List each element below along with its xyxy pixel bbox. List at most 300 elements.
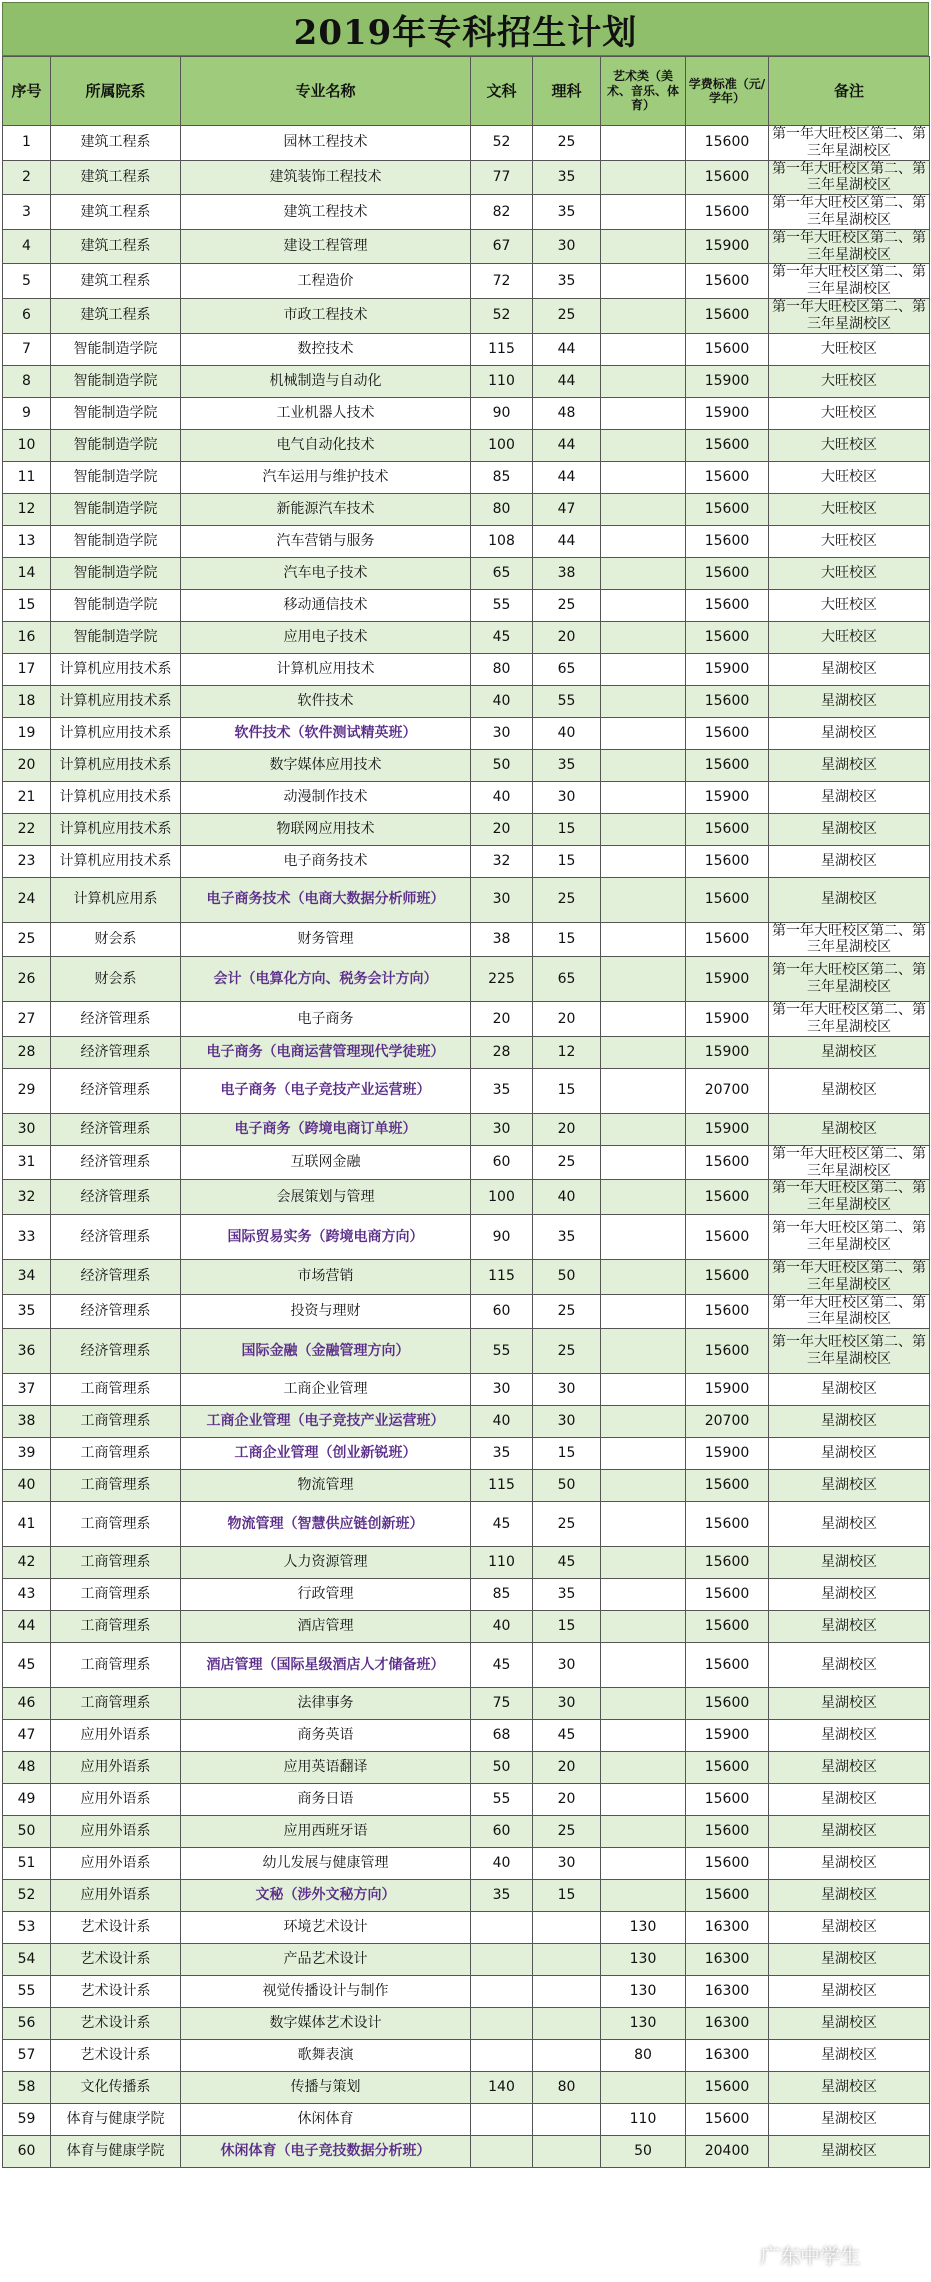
cell-art bbox=[601, 1579, 686, 1611]
cell-idx: 22 bbox=[3, 813, 51, 845]
cell-note: 星湖校区 bbox=[769, 1406, 930, 1438]
cell-fee: 15900 bbox=[686, 781, 769, 813]
cell-dept: 智能制造学院 bbox=[51, 557, 181, 589]
cell-dept: 建筑工程系 bbox=[51, 229, 181, 264]
cell-art bbox=[601, 1214, 686, 1259]
cell-li: 40 bbox=[533, 1180, 601, 1215]
cell-li: 38 bbox=[533, 557, 601, 589]
cell-fee: 15600 bbox=[686, 1294, 769, 1329]
cell-li: 44 bbox=[533, 461, 601, 493]
table-row bbox=[3, 397, 930, 429]
cell-dept: 计算机应用技术系 bbox=[51, 781, 181, 813]
cell-dept: 工商管理系 bbox=[51, 1438, 181, 1470]
cell-dept: 计算机应用系 bbox=[51, 877, 181, 922]
cell-major: 视觉传播设计与制作 bbox=[181, 1976, 471, 2008]
table-row bbox=[3, 229, 930, 264]
cell-note: 第一年大旺校区第二、第三年星湖校区 bbox=[769, 1329, 930, 1374]
cell-major: 幼儿发展与健康管理 bbox=[181, 1848, 471, 1880]
cell-li bbox=[533, 2008, 601, 2040]
cell-dept: 计算机应用技术系 bbox=[51, 685, 181, 717]
table-row bbox=[3, 298, 930, 333]
cell-art bbox=[601, 1752, 686, 1784]
cell-dept: 智能制造学院 bbox=[51, 461, 181, 493]
cell-idx: 21 bbox=[3, 781, 51, 813]
cell-idx: 18 bbox=[3, 685, 51, 717]
cell-note: 大旺校区 bbox=[769, 557, 930, 589]
cell-fee: 15900 bbox=[686, 1002, 769, 1037]
cell-li: 20 bbox=[533, 1002, 601, 1037]
cell-li bbox=[533, 1976, 601, 2008]
cell-wen: 115 bbox=[471, 1259, 533, 1294]
cell-li: 35 bbox=[533, 749, 601, 781]
cell-fee: 15600 bbox=[686, 1611, 769, 1643]
cell-wen: 52 bbox=[471, 298, 533, 333]
cell-idx: 26 bbox=[3, 957, 51, 1002]
table-row bbox=[3, 1643, 930, 1688]
cell-major: 市场营销 bbox=[181, 1259, 471, 1294]
cell-idx: 1 bbox=[3, 126, 51, 161]
cell-major: 数控技术 bbox=[181, 333, 471, 365]
cell-art: 110 bbox=[601, 2104, 686, 2136]
table-row bbox=[3, 685, 930, 717]
cell-art bbox=[601, 1145, 686, 1180]
cell-li: 44 bbox=[533, 429, 601, 461]
cell-art bbox=[601, 397, 686, 429]
cell-wen: 82 bbox=[471, 195, 533, 230]
cell-li: 15 bbox=[533, 1438, 601, 1470]
cell-idx: 48 bbox=[3, 1752, 51, 1784]
cell-idx: 29 bbox=[3, 1068, 51, 1113]
cell-wen: 30 bbox=[471, 1374, 533, 1406]
cell-art bbox=[601, 229, 686, 264]
cell-li: 35 bbox=[533, 195, 601, 230]
cell-wen: 40 bbox=[471, 1406, 533, 1438]
cell-note: 星湖校区 bbox=[769, 1912, 930, 1944]
cell-idx: 51 bbox=[3, 1848, 51, 1880]
cell-fee: 15900 bbox=[686, 1720, 769, 1752]
watermark-text: 广东中学生 bbox=[760, 2244, 860, 2268]
cell-dept: 智能制造学院 bbox=[51, 493, 181, 525]
cell-art bbox=[601, 1068, 686, 1113]
cell-wen bbox=[471, 2136, 533, 2168]
cell-note: 星湖校区 bbox=[769, 1784, 930, 1816]
cell-wen: 60 bbox=[471, 1816, 533, 1848]
cell-note: 星湖校区 bbox=[769, 1068, 930, 1113]
cell-dept: 体育与健康学院 bbox=[51, 2104, 181, 2136]
cell-fee: 15600 bbox=[686, 1643, 769, 1688]
cell-li bbox=[533, 1944, 601, 1976]
cell-note: 星湖校区 bbox=[769, 1036, 930, 1068]
cell-li: 20 bbox=[533, 1113, 601, 1145]
cell-dept: 工商管理系 bbox=[51, 1611, 181, 1643]
cell-li: 45 bbox=[533, 1720, 601, 1752]
cell-idx: 35 bbox=[3, 1294, 51, 1329]
cell-major: 汽车运用与维护技术 bbox=[181, 461, 471, 493]
cell-idx: 53 bbox=[3, 1912, 51, 1944]
table-row bbox=[3, 333, 930, 365]
table-row bbox=[3, 1848, 930, 1880]
cell-fee: 16300 bbox=[686, 2008, 769, 2040]
cell-dept: 工商管理系 bbox=[51, 1502, 181, 1547]
table-title-bar bbox=[2, 2, 929, 56]
table-row bbox=[3, 429, 930, 461]
cell-note: 第一年大旺校区第二、第三年星湖校区 bbox=[769, 126, 930, 161]
cell-art: 50 bbox=[601, 2136, 686, 2168]
cell-major: 动漫制作技术 bbox=[181, 781, 471, 813]
cell-wen bbox=[471, 1944, 533, 1976]
cell-wen: 108 bbox=[471, 525, 533, 557]
cell-art: 130 bbox=[601, 1944, 686, 1976]
cell-idx: 45 bbox=[3, 1643, 51, 1688]
cell-idx: 44 bbox=[3, 1611, 51, 1643]
cell-wen: 80 bbox=[471, 653, 533, 685]
cell-art bbox=[601, 298, 686, 333]
table-row bbox=[3, 2072, 930, 2104]
cell-note: 星湖校区 bbox=[769, 749, 930, 781]
table-row bbox=[3, 1002, 930, 1037]
table-row bbox=[3, 1912, 930, 1944]
cell-li: 25 bbox=[533, 1816, 601, 1848]
cell-fee: 16300 bbox=[686, 1976, 769, 2008]
cell-art bbox=[601, 525, 686, 557]
cell-dept: 工商管理系 bbox=[51, 1547, 181, 1579]
cell-art bbox=[601, 1036, 686, 1068]
cell-wen: 45 bbox=[471, 1502, 533, 1547]
cell-fee: 15900 bbox=[686, 1113, 769, 1145]
cell-wen: 20 bbox=[471, 813, 533, 845]
cell-fee: 15600 bbox=[686, 717, 769, 749]
cell-wen: 40 bbox=[471, 1848, 533, 1880]
cell-fee: 15600 bbox=[686, 1180, 769, 1215]
table-row bbox=[3, 557, 930, 589]
cell-dept: 财会系 bbox=[51, 922, 181, 957]
cell-major: 园林工程技术 bbox=[181, 126, 471, 161]
cell-wen: 50 bbox=[471, 1752, 533, 1784]
cell-note: 第一年大旺校区第二、第三年星湖校区 bbox=[769, 1145, 930, 1180]
cell-note: 大旺校区 bbox=[769, 333, 930, 365]
cell-dept: 经济管理系 bbox=[51, 1068, 181, 1113]
cell-major: 财务管理 bbox=[181, 922, 471, 957]
cell-dept: 计算机应用技术系 bbox=[51, 749, 181, 781]
cell-idx: 41 bbox=[3, 1502, 51, 1547]
cell-note: 星湖校区 bbox=[769, 781, 930, 813]
cell-fee: 15600 bbox=[686, 429, 769, 461]
cell-fee: 15600 bbox=[686, 1145, 769, 1180]
header-wen: 文科 bbox=[471, 57, 533, 126]
cell-fee: 15600 bbox=[686, 1259, 769, 1294]
cell-li: 35 bbox=[533, 1214, 601, 1259]
cell-note: 星湖校区 bbox=[769, 1374, 930, 1406]
cell-idx: 33 bbox=[3, 1214, 51, 1259]
cell-art bbox=[601, 781, 686, 813]
cell-art bbox=[601, 1784, 686, 1816]
cell-art bbox=[601, 1259, 686, 1294]
cell-dept: 工商管理系 bbox=[51, 1643, 181, 1688]
cell-note: 第一年大旺校区第二、第三年星湖校区 bbox=[769, 957, 930, 1002]
cell-idx: 19 bbox=[3, 717, 51, 749]
cell-major: 汽车营销与服务 bbox=[181, 525, 471, 557]
cell-art bbox=[601, 653, 686, 685]
cell-fee: 15600 bbox=[686, 1470, 769, 1502]
cell-idx: 50 bbox=[3, 1816, 51, 1848]
cell-wen: 20 bbox=[471, 1002, 533, 1037]
cell-li: 30 bbox=[533, 781, 601, 813]
cell-fee: 15900 bbox=[686, 653, 769, 685]
cell-wen: 65 bbox=[471, 557, 533, 589]
table-row bbox=[3, 957, 930, 1002]
cell-art bbox=[601, 1438, 686, 1470]
cell-note: 第一年大旺校区第二、第三年星湖校区 bbox=[769, 298, 930, 333]
cell-idx: 5 bbox=[3, 264, 51, 299]
cell-art: 130 bbox=[601, 1912, 686, 1944]
cell-idx: 28 bbox=[3, 1036, 51, 1068]
cell-idx: 8 bbox=[3, 365, 51, 397]
cell-fee: 15900 bbox=[686, 957, 769, 1002]
cell-fee: 15600 bbox=[686, 264, 769, 299]
cell-li: 44 bbox=[533, 365, 601, 397]
cell-art bbox=[601, 749, 686, 781]
cell-li: 15 bbox=[533, 845, 601, 877]
cell-dept: 建筑工程系 bbox=[51, 264, 181, 299]
cell-wen: 115 bbox=[471, 333, 533, 365]
cell-dept: 经济管理系 bbox=[51, 1259, 181, 1294]
cell-dept: 智能制造学院 bbox=[51, 589, 181, 621]
cell-major: 互联网金融 bbox=[181, 1145, 471, 1180]
cell-li bbox=[533, 2136, 601, 2168]
cell-idx: 7 bbox=[3, 333, 51, 365]
cell-note: 星湖校区 bbox=[769, 653, 930, 685]
cell-wen: 45 bbox=[471, 1643, 533, 1688]
cell-major: 物流管理 bbox=[181, 1470, 471, 1502]
cell-art bbox=[601, 922, 686, 957]
cell-wen: 67 bbox=[471, 229, 533, 264]
cell-li: 20 bbox=[533, 1752, 601, 1784]
cell-major: 工程造价 bbox=[181, 264, 471, 299]
table-row bbox=[3, 1329, 930, 1374]
cell-wen: 38 bbox=[471, 922, 533, 957]
cell-li: 12 bbox=[533, 1036, 601, 1068]
cell-wen: 72 bbox=[471, 264, 533, 299]
cell-note: 星湖校区 bbox=[769, 813, 930, 845]
cell-dept: 智能制造学院 bbox=[51, 365, 181, 397]
cell-dept: 经济管理系 bbox=[51, 1145, 181, 1180]
cell-idx: 25 bbox=[3, 922, 51, 957]
cell-major: 商务英语 bbox=[181, 1720, 471, 1752]
cell-dept: 经济管理系 bbox=[51, 1294, 181, 1329]
cell-fee: 16300 bbox=[686, 2040, 769, 2072]
cell-art bbox=[601, 557, 686, 589]
cell-fee: 15600 bbox=[686, 195, 769, 230]
cell-idx: 60 bbox=[3, 2136, 51, 2168]
cell-fee: 15600 bbox=[686, 685, 769, 717]
table-row bbox=[3, 1259, 930, 1294]
cell-major: 传播与策划 bbox=[181, 2072, 471, 2104]
table-row bbox=[3, 589, 930, 621]
cell-art bbox=[601, 1113, 686, 1145]
cell-wen: 35 bbox=[471, 1438, 533, 1470]
cell-li: 15 bbox=[533, 922, 601, 957]
header-art: 艺术类（美术、音乐、体育） bbox=[601, 57, 686, 126]
cell-fee: 15600 bbox=[686, 1329, 769, 1374]
cell-wen: 55 bbox=[471, 1329, 533, 1374]
cell-li: 15 bbox=[533, 1880, 601, 1912]
cell-art bbox=[601, 1374, 686, 1406]
table-row bbox=[3, 1880, 930, 1912]
cell-note: 星湖校区 bbox=[769, 1611, 930, 1643]
cell-note: 星湖校区 bbox=[769, 1502, 930, 1547]
table-row bbox=[3, 1547, 930, 1579]
cell-wen: 35 bbox=[471, 1880, 533, 1912]
cell-dept: 应用外语系 bbox=[51, 1720, 181, 1752]
table-row bbox=[3, 1579, 930, 1611]
cell-note: 星湖校区 bbox=[769, 845, 930, 877]
cell-li: 30 bbox=[533, 1643, 601, 1688]
table-row bbox=[3, 1036, 930, 1068]
cell-major: 建筑工程技术 bbox=[181, 195, 471, 230]
cell-dept: 财会系 bbox=[51, 957, 181, 1002]
cell-li: 25 bbox=[533, 589, 601, 621]
cell-idx: 12 bbox=[3, 493, 51, 525]
cell-li: 35 bbox=[533, 264, 601, 299]
cell-art bbox=[601, 1611, 686, 1643]
cell-li bbox=[533, 1912, 601, 1944]
cell-art bbox=[601, 1547, 686, 1579]
cell-art bbox=[601, 1643, 686, 1688]
cell-idx: 52 bbox=[3, 1880, 51, 1912]
cell-major: 休闲体育（电子竞技数据分析班） bbox=[181, 2136, 471, 2168]
cell-note: 第一年大旺校区第二、第三年星湖校区 bbox=[769, 1180, 930, 1215]
cell-idx: 11 bbox=[3, 461, 51, 493]
cell-note: 大旺校区 bbox=[769, 429, 930, 461]
cell-major: 酒店管理（国际星级酒店人才储备班） bbox=[181, 1643, 471, 1688]
cell-li: 25 bbox=[533, 298, 601, 333]
cell-idx: 40 bbox=[3, 1470, 51, 1502]
cell-art bbox=[601, 621, 686, 653]
cell-note: 第一年大旺校区第二、第三年星湖校区 bbox=[769, 195, 930, 230]
cell-wen: 225 bbox=[471, 957, 533, 1002]
cell-art bbox=[601, 1329, 686, 1374]
cell-major: 休闲体育 bbox=[181, 2104, 471, 2136]
cell-wen: 60 bbox=[471, 1145, 533, 1180]
cell-fee: 15600 bbox=[686, 333, 769, 365]
cell-major: 电子商务技术（电商大数据分析师班） bbox=[181, 877, 471, 922]
cell-major: 电子商务技术 bbox=[181, 845, 471, 877]
enrollment-plan-table bbox=[2, 56, 930, 2168]
cell-dept: 应用外语系 bbox=[51, 1784, 181, 1816]
cell-art bbox=[601, 1002, 686, 1037]
table-body bbox=[3, 126, 930, 2168]
cell-art bbox=[601, 365, 686, 397]
table-row bbox=[3, 877, 930, 922]
cell-major: 移动通信技术 bbox=[181, 589, 471, 621]
cell-wen: 28 bbox=[471, 1036, 533, 1068]
cell-wen: 55 bbox=[471, 1784, 533, 1816]
cell-fee: 15600 bbox=[686, 1214, 769, 1259]
cell-dept: 建筑工程系 bbox=[51, 298, 181, 333]
cell-dept: 应用外语系 bbox=[51, 1880, 181, 1912]
cell-wen: 85 bbox=[471, 461, 533, 493]
cell-note: 星湖校区 bbox=[769, 1547, 930, 1579]
cell-fee: 15600 bbox=[686, 922, 769, 957]
table-row bbox=[3, 1438, 930, 1470]
cell-major: 产品艺术设计 bbox=[181, 1944, 471, 1976]
cell-idx: 38 bbox=[3, 1406, 51, 1438]
cell-major: 市政工程技术 bbox=[181, 298, 471, 333]
cell-li: 55 bbox=[533, 685, 601, 717]
cell-wen: 100 bbox=[471, 1180, 533, 1215]
cell-major: 软件技术（软件测试精英班） bbox=[181, 717, 471, 749]
cell-li: 65 bbox=[533, 653, 601, 685]
header-fee: 学费标准（元/学年） bbox=[686, 57, 769, 126]
cell-wen: 100 bbox=[471, 429, 533, 461]
cell-dept: 经济管理系 bbox=[51, 1180, 181, 1215]
cell-dept: 智能制造学院 bbox=[51, 525, 181, 557]
cell-art bbox=[601, 1816, 686, 1848]
cell-dept: 文化传播系 bbox=[51, 2072, 181, 2104]
cell-dept: 计算机应用技术系 bbox=[51, 717, 181, 749]
cell-art: 130 bbox=[601, 1976, 686, 2008]
header-row bbox=[3, 57, 930, 126]
page-title: 2019年专科招生计划 bbox=[293, 12, 638, 53]
cell-wen: 75 bbox=[471, 1688, 533, 1720]
cell-fee: 15600 bbox=[686, 1848, 769, 1880]
cell-note: 第一年大旺校区第二、第三年星湖校区 bbox=[769, 922, 930, 957]
cell-wen: 110 bbox=[471, 1547, 533, 1579]
table-row bbox=[3, 2136, 930, 2168]
cell-dept: 建筑工程系 bbox=[51, 195, 181, 230]
cell-li: 50 bbox=[533, 1259, 601, 1294]
cell-dept: 艺术设计系 bbox=[51, 2040, 181, 2072]
cell-wen: 60 bbox=[471, 1294, 533, 1329]
cell-note: 大旺校区 bbox=[769, 525, 930, 557]
cell-dept: 智能制造学院 bbox=[51, 621, 181, 653]
table-row bbox=[3, 1720, 930, 1752]
cell-art bbox=[601, 429, 686, 461]
cell-idx: 59 bbox=[3, 2104, 51, 2136]
cell-fee: 15900 bbox=[686, 365, 769, 397]
cell-dept: 建筑工程系 bbox=[51, 160, 181, 195]
cell-wen: 30 bbox=[471, 1113, 533, 1145]
cell-idx: 36 bbox=[3, 1329, 51, 1374]
cell-art: 80 bbox=[601, 2040, 686, 2072]
cell-dept: 应用外语系 bbox=[51, 1848, 181, 1880]
cell-note: 星湖校区 bbox=[769, 1643, 930, 1688]
cell-idx: 43 bbox=[3, 1579, 51, 1611]
cell-wen: 77 bbox=[471, 160, 533, 195]
table-row bbox=[3, 1113, 930, 1145]
cell-idx: 3 bbox=[3, 195, 51, 230]
table-row bbox=[3, 365, 930, 397]
cell-idx: 47 bbox=[3, 1720, 51, 1752]
cell-art bbox=[601, 1294, 686, 1329]
cell-major: 计算机应用技术 bbox=[181, 653, 471, 685]
cell-major: 投资与理财 bbox=[181, 1294, 471, 1329]
cell-fee: 15900 bbox=[686, 1438, 769, 1470]
table-row bbox=[3, 1976, 930, 2008]
cell-dept: 计算机应用技术系 bbox=[51, 653, 181, 685]
cell-wen: 32 bbox=[471, 845, 533, 877]
cell-idx: 30 bbox=[3, 1113, 51, 1145]
cell-note: 星湖校区 bbox=[769, 877, 930, 922]
cell-art bbox=[601, 1502, 686, 1547]
cell-wen: 90 bbox=[471, 1214, 533, 1259]
cell-wen: 115 bbox=[471, 1470, 533, 1502]
cell-art bbox=[601, 845, 686, 877]
cell-dept: 体育与健康学院 bbox=[51, 2136, 181, 2168]
cell-dept: 经济管理系 bbox=[51, 1036, 181, 1068]
cell-note: 星湖校区 bbox=[769, 2008, 930, 2040]
cell-dept: 计算机应用技术系 bbox=[51, 845, 181, 877]
